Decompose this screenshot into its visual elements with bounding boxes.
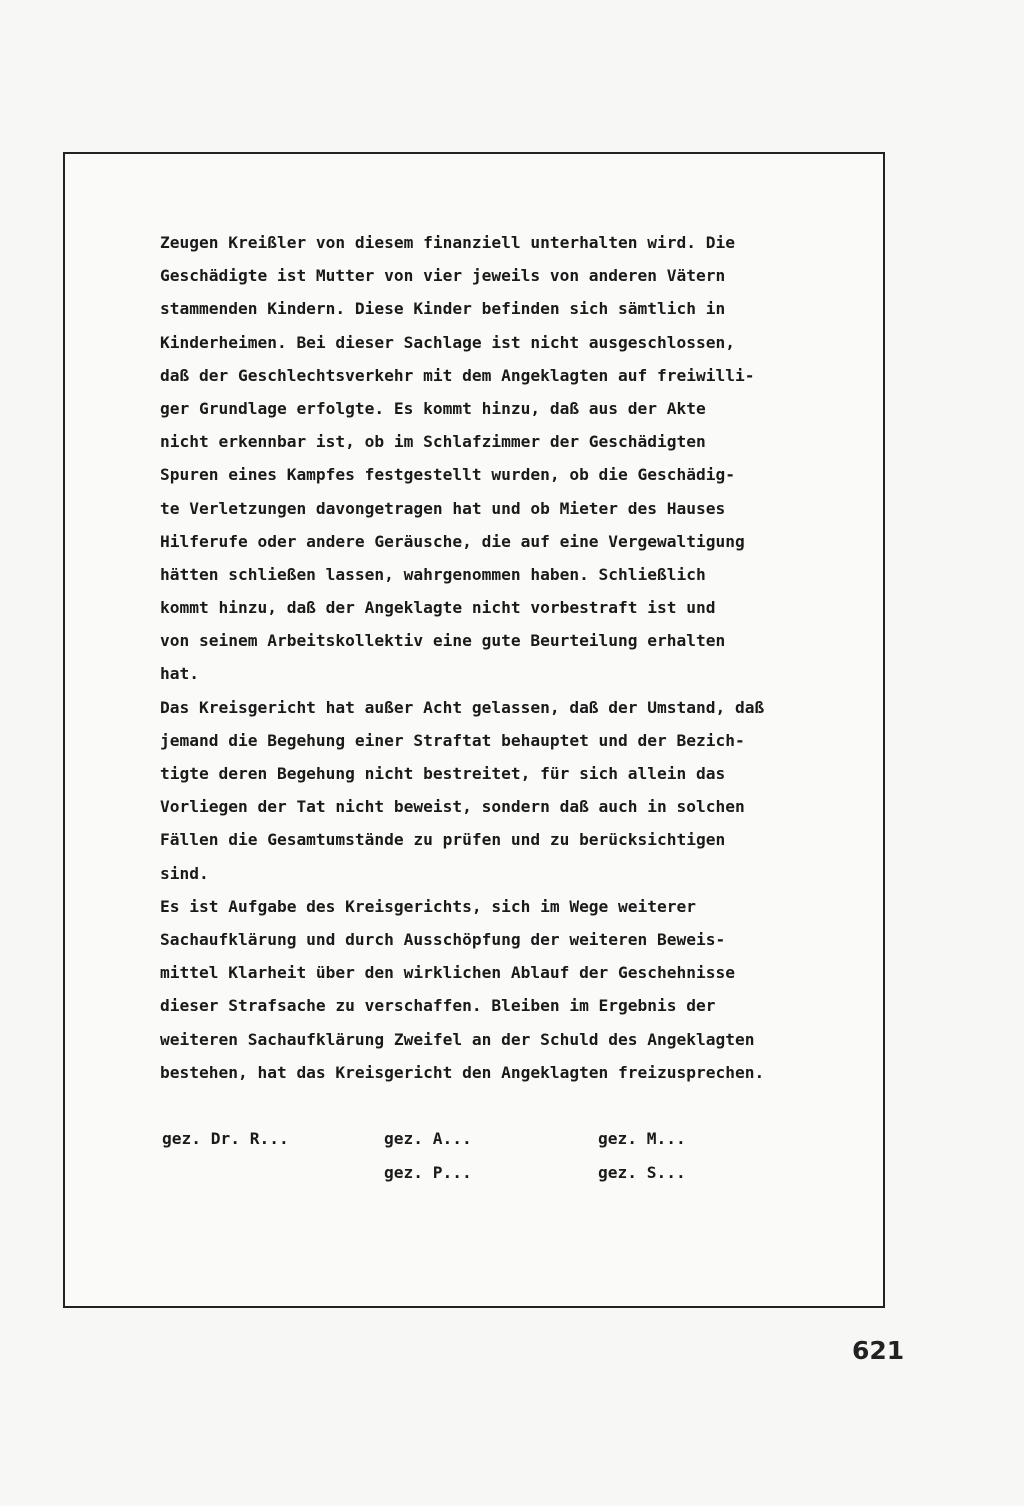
text-line: Kinderheimen. Bei dieser Sachlage ist nicht ausgeschlossen, — [160, 332, 735, 352]
page-number: 621 — [852, 1336, 905, 1365]
text-line: hat. — [160, 664, 199, 684]
text-line: hätten schließen lassen, wahrgenommen haben. Schließlich — [160, 564, 706, 584]
text-line: mittel Klarheit über den wirklichen Ablauf der Geschehnisse — [160, 963, 735, 983]
text-line: Es ist Aufgabe des Kreisgerichts, sich im Wege weiterer — [160, 896, 697, 916]
text-line: nicht erkennbar ist, ob im Schlafzimmer der Geschädigten — [160, 432, 706, 452]
text-line: Geschädigte ist Mutter von vier jeweils von anderen Vätern — [160, 266, 726, 286]
signature: gez. A... — [384, 1129, 472, 1148]
text-line: sind. — [160, 863, 209, 883]
signature: gez. S... — [598, 1163, 686, 1182]
text-line: kommt hinzu, daß der Angeklagte nicht vorbestraft ist und — [160, 598, 716, 618]
text-line: stammenden Kindern. Diese Kinder befinden sich sämtlich in — [160, 299, 726, 319]
text-line: Vorliegen der Tat nicht beweist, sondern daß auch in solchen — [160, 797, 745, 817]
text-line: Das Kreisgericht hat außer Acht gelassen, daß der Umstand, daß — [160, 697, 765, 717]
text-line: Spuren eines Kampfes festgestellt wurden, ob die Geschädig- — [160, 465, 735, 485]
body-text — [160, 226, 810, 1089]
signature: gez. Dr. R... — [162, 1129, 289, 1148]
text-line: Hilferufe oder andere Geräusche, die auf eine Vergewaltigung — [160, 531, 745, 551]
text-line: bestehen, hat das Kreisgericht den Angeklagten freizusprechen. — [160, 1062, 765, 1082]
text-line: te Verletzungen davongetragen hat und ob Mieter des Hauses — [160, 498, 726, 518]
text-line: weiteren Sachaufklärung Zweifel an der Schuld des Angeklagten — [160, 1029, 755, 1049]
text-line: Zeugen Kreißler von diesem finanziell unterhalten wird. Die — [160, 233, 735, 252]
signature-block — [160, 1122, 800, 1190]
text-line: daß der Geschlechtsverkehr mit dem Angeklagten auf freiwilli- — [160, 365, 755, 385]
text-line: dieser Strafsache zu verschaffen. Bleiben im Ergebnis der — [160, 996, 716, 1016]
signature-row — [160, 1156, 800, 1190]
text-line: jemand die Begehung einer Straftat behauptet und der Bezich- — [160, 730, 745, 750]
text-line: ger Grundlage erfolgte. Es kommt hinzu, daß aus der Akte — [160, 398, 706, 418]
text-line: tigte deren Begehung nicht bestreitet, für sich allein das — [160, 764, 726, 783]
signature: gez. M... — [598, 1129, 686, 1148]
text-line: Fällen die Gesamtumstände zu prüfen und zu berücksichtigen — [160, 830, 726, 850]
signature: gez. P... — [384, 1163, 472, 1182]
signature-row — [160, 1122, 800, 1156]
text-line: von seinem Arbeitskollektiv eine gute Beurteilung erhalten — [160, 631, 726, 651]
text-line: Sachaufklärung und durch Ausschöpfung der weiteren Beweis- — [160, 929, 726, 949]
